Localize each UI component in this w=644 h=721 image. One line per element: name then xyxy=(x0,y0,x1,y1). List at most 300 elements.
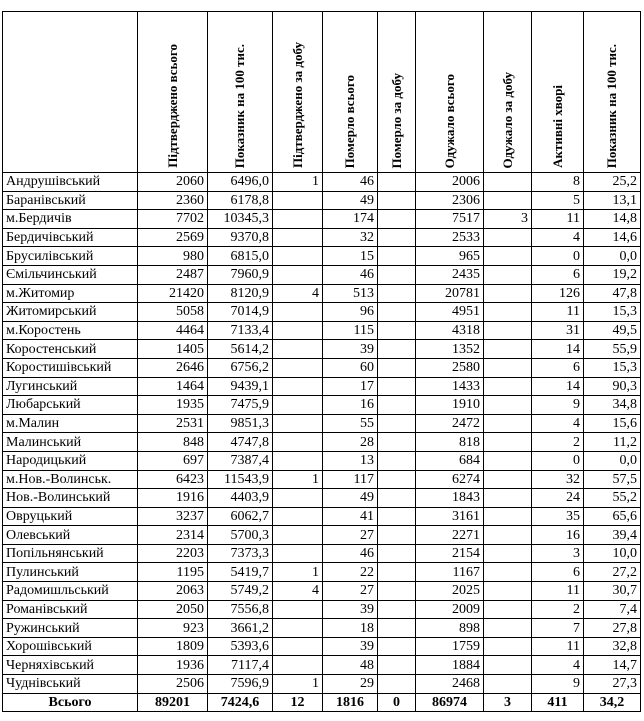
table-cell xyxy=(378,433,416,452)
table-cell: 11,2 xyxy=(584,433,641,452)
table-cell: 5393,6 xyxy=(208,637,273,656)
table-cell: 17 xyxy=(323,377,378,396)
table-cell: 48 xyxy=(323,656,378,675)
table-cell xyxy=(484,191,532,210)
table-cell: 2468 xyxy=(416,675,484,694)
table-cell: 4403,9 xyxy=(208,489,273,508)
table-cell: 5 xyxy=(532,191,584,210)
table-cell: 1935 xyxy=(138,396,208,415)
table-cell: 5700,3 xyxy=(208,526,273,545)
table-cell: 14 xyxy=(532,377,584,396)
table-cell: 0,0 xyxy=(584,247,641,266)
table-cell: 5749,2 xyxy=(208,582,273,601)
table-cell: 13 xyxy=(323,451,378,470)
table-cell: 5614,2 xyxy=(208,340,273,359)
table-cell: 4 xyxy=(273,582,323,601)
covid-stats-table xyxy=(2,11,641,712)
table-cell: 6423 xyxy=(138,470,208,489)
table-cell: 3 xyxy=(532,544,584,563)
table-cell xyxy=(273,451,323,470)
district-name: Пулинський xyxy=(3,563,138,582)
total-cell: 0 xyxy=(378,693,416,712)
table-cell xyxy=(273,228,323,247)
table-cell: 174 xyxy=(323,210,378,229)
table-cell: 980 xyxy=(138,247,208,266)
table-cell: 11 xyxy=(532,637,584,656)
table-row xyxy=(3,563,641,582)
table-row xyxy=(3,265,641,284)
table-cell xyxy=(484,656,532,675)
table-cell: 49 xyxy=(323,489,378,508)
table-row xyxy=(3,619,641,638)
table-cell: 1936 xyxy=(138,656,208,675)
total-label: Всього xyxy=(3,693,138,712)
table-cell: 49,5 xyxy=(584,321,641,340)
table-cell xyxy=(484,451,532,470)
table-cell: 7014,9 xyxy=(208,303,273,322)
table-row xyxy=(3,526,641,545)
table-cell xyxy=(378,563,416,582)
table-cell: 4 xyxy=(532,228,584,247)
table-cell: 27,2 xyxy=(584,563,641,582)
table-cell: 2203 xyxy=(138,544,208,563)
table-cell xyxy=(273,340,323,359)
total-cell: 34,2 xyxy=(584,693,641,712)
table-cell xyxy=(484,377,532,396)
table-cell: 46 xyxy=(323,265,378,284)
table-cell: 10345,3 xyxy=(208,210,273,229)
table-cell xyxy=(273,433,323,452)
district-name: Коростишівський xyxy=(3,358,138,377)
header-active: Активні хворі xyxy=(532,12,584,173)
table-cell: 2506 xyxy=(138,675,208,694)
district-name: Малинський xyxy=(3,433,138,452)
table-cell: 1884 xyxy=(416,656,484,675)
total-cell: 89201 xyxy=(138,693,208,712)
table-cell xyxy=(273,396,323,415)
table-cell: 11 xyxy=(532,210,584,229)
table-cell xyxy=(378,675,416,694)
table-cell: 39,4 xyxy=(584,526,641,545)
table-cell xyxy=(484,396,532,415)
table-cell: 6178,8 xyxy=(208,191,273,210)
district-name: Лугинський xyxy=(3,377,138,396)
table-cell: 18 xyxy=(323,619,378,638)
table-cell xyxy=(378,470,416,489)
table-cell: 126 xyxy=(532,284,584,303)
table-cell: 15,3 xyxy=(584,358,641,377)
table-cell xyxy=(484,507,532,526)
district-name: Чуднівський xyxy=(3,675,138,694)
table-cell xyxy=(378,619,416,638)
table-row xyxy=(3,173,641,192)
table-cell: 4747,8 xyxy=(208,433,273,452)
table-cell: 2025 xyxy=(416,582,484,601)
header-active-rate-per-100k: Показник на 100 тис. xyxy=(584,12,641,173)
table-cell xyxy=(484,619,532,638)
table-cell: 4 xyxy=(273,284,323,303)
header-confirmed-day: Підтверджено за добу xyxy=(273,12,323,173)
table-cell: 16 xyxy=(532,526,584,545)
table-cell: 28 xyxy=(323,433,378,452)
table-cell xyxy=(484,414,532,433)
table-cell: 14,6 xyxy=(584,228,641,247)
table-row xyxy=(3,470,641,489)
table-cell: 7475,9 xyxy=(208,396,273,415)
table-cell: 7373,3 xyxy=(208,544,273,563)
table-cell xyxy=(273,210,323,229)
district-name: Попільнянський xyxy=(3,544,138,563)
table-cell xyxy=(484,470,532,489)
table-cell: 117 xyxy=(323,470,378,489)
table-cell: 1352 xyxy=(416,340,484,359)
table-cell xyxy=(273,526,323,545)
table-cell: 1759 xyxy=(416,637,484,656)
table-row xyxy=(3,303,641,322)
table-cell: 2646 xyxy=(138,358,208,377)
district-name: м.Нов.-Волинськ. xyxy=(3,470,138,489)
table-cell: 3237 xyxy=(138,507,208,526)
table-cell: 14,7 xyxy=(584,656,641,675)
table-cell xyxy=(378,451,416,470)
district-name: м.Малин xyxy=(3,414,138,433)
table-cell: 8120,9 xyxy=(208,284,273,303)
district-name: Романівський xyxy=(3,600,138,619)
table-row xyxy=(3,210,641,229)
district-name: Ружинський xyxy=(3,619,138,638)
table-cell: 6496,0 xyxy=(208,173,273,192)
table-cell: 39 xyxy=(323,340,378,359)
table-cell: 7556,8 xyxy=(208,600,273,619)
table-row xyxy=(3,433,641,452)
table-cell xyxy=(378,600,416,619)
table-row xyxy=(3,637,641,656)
table-cell: 5419,7 xyxy=(208,563,273,582)
table-cell: 513 xyxy=(323,284,378,303)
table-cell xyxy=(484,637,532,656)
table-cell xyxy=(378,321,416,340)
table-cell: 3 xyxy=(484,210,532,229)
table-cell: 3161 xyxy=(416,507,484,526)
table-cell: 55,2 xyxy=(584,489,641,508)
table-cell xyxy=(273,489,323,508)
table-row xyxy=(3,284,641,303)
table-row xyxy=(3,340,641,359)
table-cell: 5058 xyxy=(138,303,208,322)
table-cell xyxy=(273,321,323,340)
table-cell xyxy=(273,247,323,266)
table-cell: 27 xyxy=(323,582,378,601)
header-recovered-day: Одужало за добу xyxy=(484,12,532,173)
table-cell: 923 xyxy=(138,619,208,638)
table-cell: 1 xyxy=(273,470,323,489)
header-deaths-total: Померло всього xyxy=(323,12,378,173)
table-cell: 2050 xyxy=(138,600,208,619)
table-cell: 14,8 xyxy=(584,210,641,229)
table-cell: 14 xyxy=(532,340,584,359)
table-row xyxy=(3,321,641,340)
table-row xyxy=(3,489,641,508)
table-cell xyxy=(273,414,323,433)
table-cell xyxy=(273,507,323,526)
table-cell xyxy=(484,340,532,359)
table-cell: 4318 xyxy=(416,321,484,340)
district-name: Радомишльський xyxy=(3,582,138,601)
table-cell: 6274 xyxy=(416,470,484,489)
table-cell xyxy=(273,656,323,675)
table-cell: 0 xyxy=(532,247,584,266)
table-cell: 27 xyxy=(323,526,378,545)
table-cell xyxy=(378,414,416,433)
district-name: Житомирський xyxy=(3,303,138,322)
table-cell xyxy=(484,544,532,563)
district-name: м.Коростень xyxy=(3,321,138,340)
table-cell: 1916 xyxy=(138,489,208,508)
table-cell xyxy=(484,358,532,377)
table-cell: 9 xyxy=(532,675,584,694)
total-cell: 12 xyxy=(273,693,323,712)
table-row xyxy=(3,507,641,526)
table-cell: 46 xyxy=(323,173,378,192)
table-cell xyxy=(273,358,323,377)
table-cell: 32 xyxy=(532,470,584,489)
table-cell: 32 xyxy=(323,228,378,247)
district-name: Олевський xyxy=(3,526,138,545)
table-cell: 16 xyxy=(323,396,378,415)
table-cell: 1195 xyxy=(138,563,208,582)
table-cell: 2531 xyxy=(138,414,208,433)
table-cell: 2154 xyxy=(416,544,484,563)
table-cell: 2435 xyxy=(416,265,484,284)
table-cell: 2569 xyxy=(138,228,208,247)
table-cell: 6 xyxy=(532,265,584,284)
table-cell: 2487 xyxy=(138,265,208,284)
table-row xyxy=(3,675,641,694)
table-cell xyxy=(378,303,416,322)
table-cell: 21420 xyxy=(138,284,208,303)
district-name: Нов.-Волинський xyxy=(3,489,138,508)
table-cell: 7387,4 xyxy=(208,451,273,470)
table-cell: 1809 xyxy=(138,637,208,656)
table-cell: 2009 xyxy=(416,600,484,619)
table-cell: 34,8 xyxy=(584,396,641,415)
table-cell xyxy=(484,563,532,582)
table-cell xyxy=(484,284,532,303)
table-cell: 6815,0 xyxy=(208,247,273,266)
table-cell xyxy=(378,489,416,508)
table-cell xyxy=(484,489,532,508)
table-cell: 1167 xyxy=(416,563,484,582)
table-cell xyxy=(378,526,416,545)
header-district xyxy=(3,12,138,173)
total-row xyxy=(3,693,641,712)
table-cell: 9 xyxy=(532,396,584,415)
district-name: Коростенський xyxy=(3,340,138,359)
table-cell xyxy=(484,228,532,247)
table-cell xyxy=(484,303,532,322)
table-cell: 7,4 xyxy=(584,600,641,619)
table-cell: 1433 xyxy=(416,377,484,396)
table-cell: 60 xyxy=(323,358,378,377)
table-cell: 7596,9 xyxy=(208,675,273,694)
table-cell: 32,8 xyxy=(584,637,641,656)
table-cell xyxy=(273,619,323,638)
table-cell: 4 xyxy=(532,414,584,433)
table-cell: 1843 xyxy=(416,489,484,508)
table-cell: 11 xyxy=(532,303,584,322)
total-cell: 411 xyxy=(532,693,584,712)
table-cell: 0 xyxy=(532,451,584,470)
table-cell: 57,5 xyxy=(584,470,641,489)
table-cell xyxy=(273,637,323,656)
table-cell: 55,9 xyxy=(584,340,641,359)
total-cell: 3 xyxy=(484,693,532,712)
total-cell: 86974 xyxy=(416,693,484,712)
table-cell xyxy=(484,265,532,284)
table-row xyxy=(3,358,641,377)
header-rate-per-100k: Показник на 100 тис. xyxy=(208,12,273,173)
table-cell: 4951 xyxy=(416,303,484,322)
table-cell: 2006 xyxy=(416,173,484,192)
table-cell xyxy=(484,600,532,619)
table-cell xyxy=(484,321,532,340)
table-cell xyxy=(378,358,416,377)
table-cell: 965 xyxy=(416,247,484,266)
district-name: м.Бердичів xyxy=(3,210,138,229)
table-cell: 2580 xyxy=(416,358,484,377)
table-cell: 2060 xyxy=(138,173,208,192)
table-cell: 2271 xyxy=(416,526,484,545)
table-cell: 27,3 xyxy=(584,675,641,694)
table-row xyxy=(3,191,641,210)
table-body xyxy=(3,173,641,694)
table-cell: 818 xyxy=(416,433,484,452)
table-cell xyxy=(273,303,323,322)
table-cell: 898 xyxy=(416,619,484,638)
table-cell: 39 xyxy=(323,600,378,619)
table-cell: 1405 xyxy=(138,340,208,359)
table-cell xyxy=(484,173,532,192)
table-cell xyxy=(273,600,323,619)
table-cell: 684 xyxy=(416,451,484,470)
table-cell: 7702 xyxy=(138,210,208,229)
table-cell xyxy=(484,433,532,452)
table-cell: 2306 xyxy=(416,191,484,210)
table-cell xyxy=(484,247,532,266)
table-cell xyxy=(378,377,416,396)
table-cell: 49 xyxy=(323,191,378,210)
table-cell: 9370,8 xyxy=(208,228,273,247)
table-cell xyxy=(378,247,416,266)
table-cell xyxy=(378,173,416,192)
table-cell: 2360 xyxy=(138,191,208,210)
district-name: Баранівський xyxy=(3,191,138,210)
table-cell xyxy=(273,265,323,284)
table-cell xyxy=(484,675,532,694)
table-cell: 6 xyxy=(532,358,584,377)
header-row xyxy=(3,12,641,173)
district-name: м.Житомир xyxy=(3,284,138,303)
table-cell: 35 xyxy=(532,507,584,526)
table-cell: 24 xyxy=(532,489,584,508)
table-cell: 39 xyxy=(323,637,378,656)
district-name: Овруцький xyxy=(3,507,138,526)
table-cell: 7 xyxy=(532,619,584,638)
table-cell: 65,6 xyxy=(584,507,641,526)
table-cell xyxy=(378,210,416,229)
table-cell: 22 xyxy=(323,563,378,582)
table-cell: 8 xyxy=(532,173,584,192)
table-cell xyxy=(484,526,532,545)
table-cell: 10,0 xyxy=(584,544,641,563)
table-cell xyxy=(484,582,532,601)
table-cell: 30,7 xyxy=(584,582,641,601)
table-cell: 9439,1 xyxy=(208,377,273,396)
table-cell: 96 xyxy=(323,303,378,322)
table-cell: 1464 xyxy=(138,377,208,396)
table-cell: 2472 xyxy=(416,414,484,433)
table-cell: 3661,2 xyxy=(208,619,273,638)
table-cell xyxy=(378,191,416,210)
table-cell xyxy=(378,507,416,526)
table-cell: 7133,4 xyxy=(208,321,273,340)
table-row xyxy=(3,228,641,247)
table-cell: 2063 xyxy=(138,582,208,601)
table-cell: 15,6 xyxy=(584,414,641,433)
table-cell xyxy=(378,582,416,601)
district-name: Брусилівський xyxy=(3,247,138,266)
table-cell xyxy=(378,265,416,284)
table-cell: 55 xyxy=(323,414,378,433)
table-cell: 41 xyxy=(323,507,378,526)
table-cell: 7117,4 xyxy=(208,656,273,675)
table-cell: 4 xyxy=(532,656,584,675)
table-cell: 2 xyxy=(532,433,584,452)
table-cell: 1 xyxy=(273,675,323,694)
table-cell xyxy=(378,340,416,359)
table-cell xyxy=(273,544,323,563)
district-name: Ємільчинський xyxy=(3,265,138,284)
table-cell xyxy=(378,544,416,563)
district-name: Народицький xyxy=(3,451,138,470)
table-row xyxy=(3,377,641,396)
table-cell: 20781 xyxy=(416,284,484,303)
table-cell: 15,3 xyxy=(584,303,641,322)
table-cell: 697 xyxy=(138,451,208,470)
header-confirmed-total: Підтверджено всього xyxy=(138,12,208,173)
table-row xyxy=(3,656,641,675)
table-cell xyxy=(378,396,416,415)
table-cell: 11543,9 xyxy=(208,470,273,489)
table-cell: 13,1 xyxy=(584,191,641,210)
total-cell: 1816 xyxy=(323,693,378,712)
table-cell xyxy=(378,228,416,247)
table-row xyxy=(3,247,641,266)
table-cell: 6 xyxy=(532,563,584,582)
district-name: Андрушівський xyxy=(3,173,138,192)
table-row xyxy=(3,414,641,433)
table-cell: 848 xyxy=(138,433,208,452)
table-cell xyxy=(378,637,416,656)
table-cell: 4464 xyxy=(138,321,208,340)
table-row xyxy=(3,451,641,470)
table-cell: 1 xyxy=(273,173,323,192)
table-cell: 115 xyxy=(323,321,378,340)
table-cell: 19,2 xyxy=(584,265,641,284)
table-cell: 0,0 xyxy=(584,451,641,470)
table-cell xyxy=(273,191,323,210)
table-cell: 7960,9 xyxy=(208,265,273,284)
